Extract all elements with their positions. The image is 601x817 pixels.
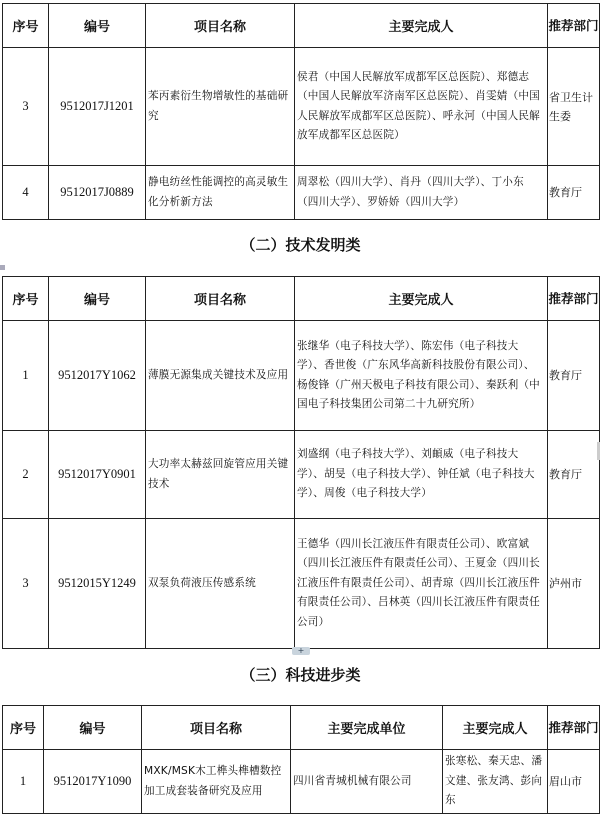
- section-title-tech-progress: （三）科技进步类: [240, 666, 361, 684]
- table-row: [3, 48, 600, 166]
- row-seq: 3: [3, 519, 49, 649]
- row-project-name: 大功率太赫兹回旋管应用关键技术: [146, 431, 295, 519]
- row-project-name: 静电纺丝性能调控的高灵敏生化分析新方法: [146, 166, 295, 220]
- row-dept: 眉山市: [548, 750, 600, 814]
- row-dept: 教育厅: [548, 321, 600, 431]
- row-code: 9512017Y1090: [44, 750, 142, 814]
- row-seq: 3: [3, 48, 49, 166]
- table-science-continued: [2, 3, 600, 220]
- row-dept: 教育厅: [548, 166, 600, 220]
- row-seq: 4: [3, 166, 49, 220]
- row-code: 9512017Y0901: [49, 431, 146, 519]
- table-resize-handle[interactable]: [597, 442, 600, 460]
- row-people: 刘盛纲（电子科技大学）、刘頔威（电子科技大学）、胡旻（电子科技大学）、钟任斌（电子科技大学）、周俊（电子科技大学）: [295, 431, 548, 519]
- table-row: [3, 166, 600, 220]
- section-title-technical-invention: （二）技术发明类: [240, 236, 361, 254]
- row-people: 张继华（电子科技大学）、陈宏伟（电子科技大学）、香世俊（广东风华高新科技股份有限公司）、杨俊锋（广州天极电子科技有限公司）、秦跃利（中国电子科技集团公司第二十九研究所）: [295, 321, 548, 431]
- row-code: 9512015Y1249: [49, 519, 146, 649]
- table-move-handle[interactable]: [0, 265, 5, 270]
- row-seq: 1: [3, 750, 44, 814]
- table-row: [3, 519, 600, 649]
- header-project-name: 项目名称: [146, 277, 295, 321]
- row-project-name: 双泵负荷液压传感系统: [146, 519, 295, 649]
- row-project-name: 薄膜无源集成关键技术及应用: [146, 321, 295, 431]
- header-main-people: 主要完成人: [443, 706, 548, 750]
- row-dept: 泸州市: [548, 519, 600, 649]
- header-code: 编号: [49, 4, 146, 48]
- row-people: 周翠松（四川大学）、肖丹（四川大学）、丁小东（四川大学）、罗娇娇（四川大学）: [295, 166, 548, 220]
- header-dept: 推荐部门: [548, 4, 600, 48]
- row-project-name: MXK/MSK木工榫头榫槽数控加工成套装备研究及应用: [142, 750, 291, 814]
- header-main-unit: 主要完成单位: [291, 706, 443, 750]
- header-dept: 推荐部门: [548, 706, 600, 750]
- row-code: 9512017Y1062: [49, 321, 146, 431]
- row-seq: 2: [3, 431, 49, 519]
- header-seq: 序号: [3, 277, 49, 321]
- header-main-people: 主要完成人: [295, 277, 548, 321]
- table-tech-progress: [2, 705, 600, 814]
- row-main-unit: 四川省青城机械有限公司: [291, 750, 443, 814]
- row-seq: 1: [3, 321, 49, 431]
- header-seq: 序号: [3, 706, 44, 750]
- row-code: 9512017J0889: [49, 166, 146, 220]
- row-project-name: 苯丙素衍生物增敏性的基础研究: [146, 48, 295, 166]
- header-project-name: 项目名称: [146, 4, 295, 48]
- row-people: 侯君（中国人民解放军成都军区总医院）、郑德志（中国人民解放军济南军区总医院）、肖雯婧（中国人民解放军成都军区总医院）、呼永河（中国人民解放军成都军区总医院）: [295, 48, 548, 166]
- table-row: [3, 750, 600, 814]
- header-code: 编号: [49, 277, 146, 321]
- table-row: [3, 321, 600, 431]
- row-dept: 省卫生计生委: [548, 48, 600, 166]
- header-seq: 序号: [3, 4, 49, 48]
- header-main-people: 主要完成人: [295, 4, 548, 48]
- row-people: 王德华（四川长江液压件有限责任公司）、欧富斌（四川长江液压件有限责任公司）、王夏金（四川长江液压件有限责任公司）、胡青琼（四川长江液压件有限责任公司）、吕林英（四川长江液压件有限责任公司）: [295, 519, 548, 649]
- row-code: 9512017J1201: [49, 48, 146, 166]
- add-row-handle[interactable]: +: [292, 647, 310, 655]
- header-code: 编号: [44, 706, 142, 750]
- row-dept: 教育厅: [548, 431, 600, 519]
- header-dept: 推荐部门: [548, 277, 600, 321]
- row-people: 张寒松、秦天忠、潘文建、张友鸿、彭向东: [443, 750, 548, 814]
- table-technical-invention: [2, 276, 600, 649]
- header-project-name: 项目名称: [142, 706, 291, 750]
- table-row: [3, 431, 600, 519]
